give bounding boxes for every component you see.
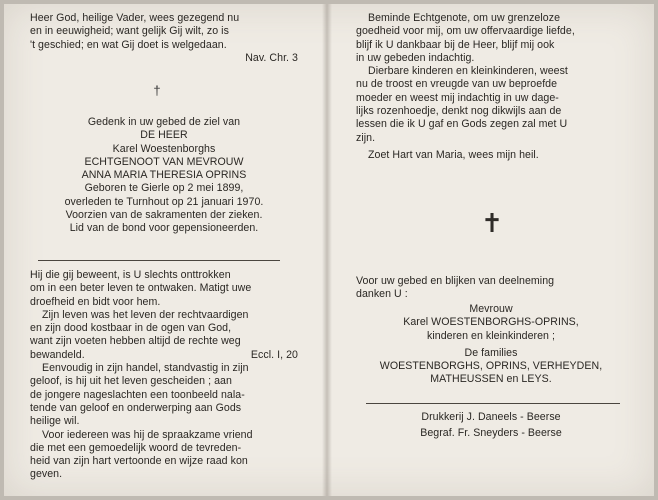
passage-line: tende van geloof en onderwerping aan Gods <box>30 401 242 414</box>
passage-line: de jongere nageslachten een toonbeeld nala- <box>30 388 245 401</box>
farewell-line: in uw gebeden indachtig. <box>356 51 475 64</box>
thanks-line: danken U : <box>356 288 408 301</box>
farewell-line: blijf ik U dankbaar bij de Heer, blijf mij ook <box>356 38 555 51</box>
passage-line: om in een beter leven te ontwaken. Matigt uwe <box>30 282 252 295</box>
passage-line: want zijn voeten hebben altijd de rechte weg <box>30 335 241 348</box>
left-divider <box>38 260 280 261</box>
verse-reference: Nav. Chr. 3 <box>245 51 298 64</box>
farewell-line: Beminde Echtgenote, om uw grenzeloze <box>368 12 561 24</box>
passage-line: Eenvoudig in zijn handel, standvastig in zijn <box>42 362 249 375</box>
passage-line: bewandeld. <box>30 348 85 361</box>
family-line: Mevrouw <box>469 303 513 315</box>
deceased-name: Karel Woestenborghs <box>112 142 216 155</box>
passage-line: Hij die gij beweent, is U slechts onttrokken <box>30 269 231 281</box>
spouse-name: ANNA MARIA THERESIA OPRINS <box>81 169 247 182</box>
family-line: Karel WOESTENBORGHS-OPRINS, <box>403 316 579 329</box>
large-cross-icon: ✝ <box>481 208 503 238</box>
right-divider <box>366 403 620 404</box>
card-fold <box>322 4 332 496</box>
farewell-line: zijn. <box>356 131 376 144</box>
passage-line: droefheid en bidt voor hem. <box>30 295 161 308</box>
printer-credit: Drukkerij J. Daneels - Beerse <box>421 411 561 423</box>
passage-line: geloof, is hij uit het leven gescheiden ; aan <box>30 375 232 388</box>
passage-line: Voor iedereen was hij de spraakzame vriend <box>42 428 253 441</box>
farewell-line: moeder en weest mij indachtig in uw dage- <box>356 91 559 104</box>
family-block <box>356 303 626 387</box>
thanks-block <box>356 275 626 302</box>
thanks-line: Voor uw gebed en blijken van deelneming <box>356 275 555 287</box>
opening-verse <box>30 12 298 65</box>
family-line: De families <box>464 346 518 359</box>
closing-prayer: Zoet Hart van Maria, wees mijn heil. <box>368 148 539 161</box>
passages <box>30 269 298 482</box>
passage-line: heilige wil. <box>30 415 80 428</box>
passage-reference: Eccl. I, 20 <box>250 348 298 361</box>
undertaker-credit: Begraf. Fr. Sneyders - Beerse <box>420 427 562 440</box>
verse-line: Heer God, heilige Vader, wees gezegend nu <box>30 12 240 24</box>
farewell-line: nu de troost en vreugde van uw beproefde <box>356 78 558 91</box>
farewell-line: goedheid voor mij, om uw offervaardige liefde, <box>356 25 575 38</box>
verse-line: 't geschied; en wat Gij doet is welgedaan. <box>30 38 227 51</box>
passage-line: die met een gemoedelijk woord de tevreden- <box>30 441 242 454</box>
verse-line: en in eeuwigheid; want gelijk Gij wilt, zo is <box>30 25 229 38</box>
passage-line: heid van zijn hart vertoonde en wijze raad kon <box>30 455 248 468</box>
farewell-line: Dierbare kinderen en kleinkinderen, weest <box>368 65 568 78</box>
spouse-line: ECHTGENOOT VAN MEVROUW <box>84 155 244 168</box>
title-text: DE HEER <box>140 129 188 142</box>
family-line: MATHEUSSEN en LEYS. <box>430 373 552 386</box>
farewell-line: lijks rozenhoedje, denkt nog dikwijls aan de <box>356 105 562 118</box>
small-cross-icon: † <box>153 83 161 98</box>
death-line: overleden te Turnhout op 21 januari 1970. <box>64 195 264 208</box>
dedication <box>30 116 298 236</box>
passage-line: en zijn dood kostbaar in de ogen van God, <box>30 322 232 335</box>
intro-text: Gedenk in uw gebed de ziel van <box>87 116 241 128</box>
credits <box>356 411 626 441</box>
sacraments-line: Voorzien van de sakramenten der zieken. <box>65 209 263 222</box>
passage-line: geven. <box>30 468 63 481</box>
family-line: WOESTENBORGHS, OPRINS, VERHEYDEN, <box>379 360 603 373</box>
membership-line: Lid van de bond voor gepensioneerden. <box>69 222 259 235</box>
farewell-line: lessen die ik U gaf en Gods zegen zal met U <box>356 118 568 131</box>
passage-line: Zijn leven was het leven der rechtvaardigen <box>42 308 249 321</box>
birth-line: Geboren te Gierle op 2 mei 1899, <box>84 182 244 195</box>
farewell-text <box>356 12 626 162</box>
family-line: kinderen en kleinkinderen ; <box>427 329 555 342</box>
